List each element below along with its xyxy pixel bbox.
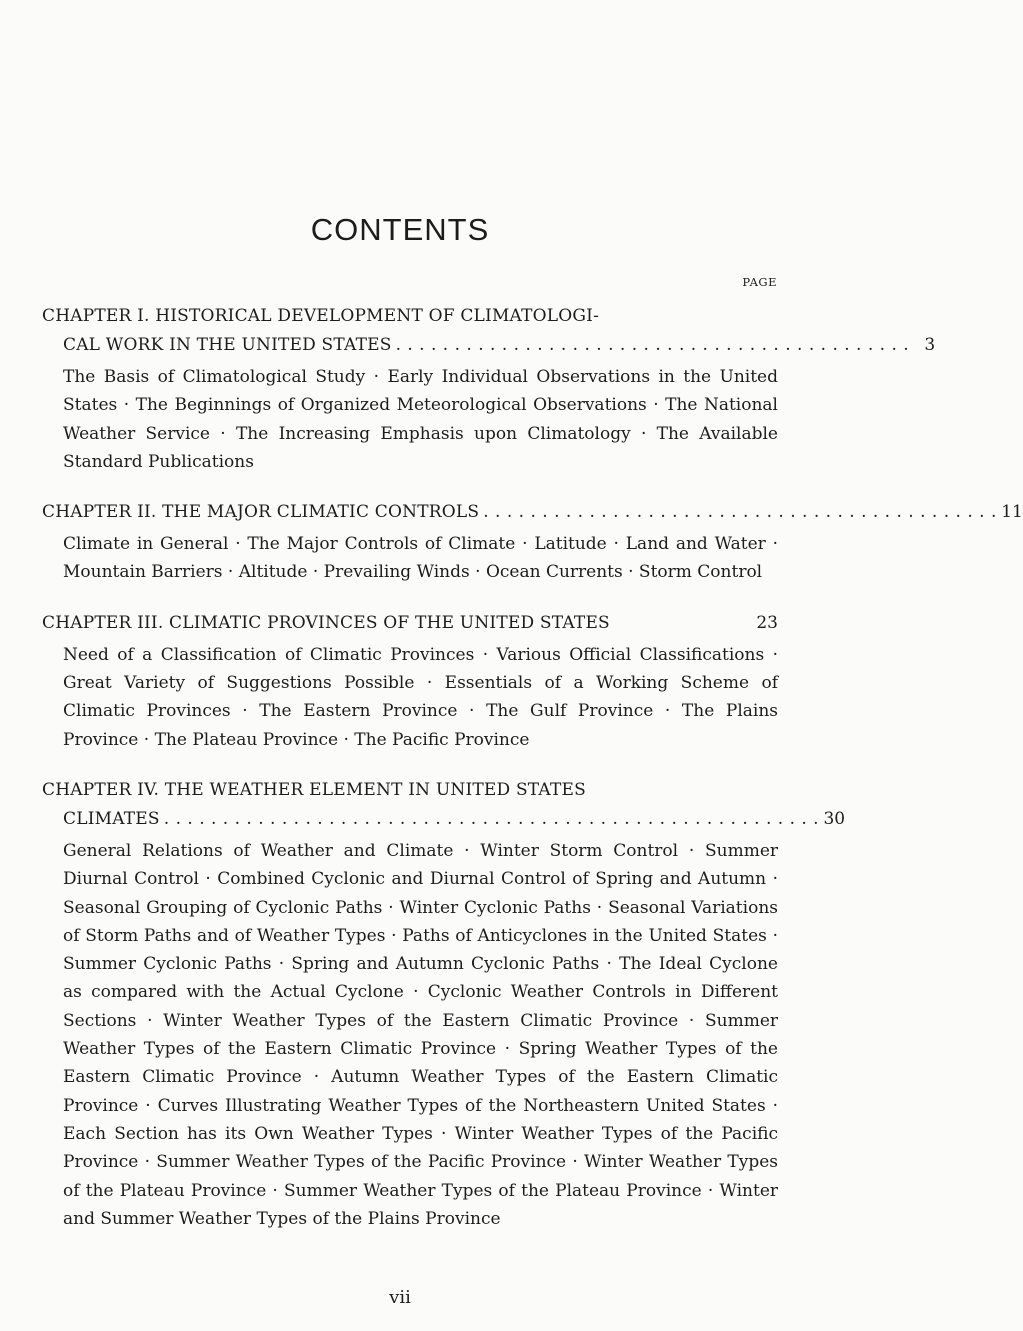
- chapter-3-summary: Need of a Classification of Climatic Provinces · Various Official Classifications · Great Variety of Suggestions Possible · Essentials of a Working Scheme of Climatic Provinces · The Eastern Province · The Gulf Province · The Plains Province · The Plateau Province · The Pacific Province: [63, 644, 778, 750]
- dot-leader: . . . . . . . . . . . . . . . . . . . . . . . . . . . . . . . . . . . . . . . . . . . .: [483, 502, 997, 523]
- chapter-3-entry: [42, 609, 778, 754]
- chapter-4-summary: General Relations of Weather and Climate · Winter Storm Control · Summer Diurnal Control · Combined Cyclonic and Diurnal Control of Spring and Autumn · Seasonal Grouping of Cyclonic Paths · Winter Cyclonic Paths · Seasonal Variations of Storm Paths and of Weather Types · Paths of Anticyclones in the United States · Summer Cyclonic Paths · Spring and Autumn Cyclonic Paths · The Ideal Cyclone as compared with the Actual Cyclone · Cyclonic Weather Controls in Different Sections · Winter Weather Types of the Eastern Climatic Province · Summer Weather Types of the Eastern Climatic Province · Spring Weather Types of the Eastern Climatic Province · Autumn Weather Types of the Eastern Climatic Province · Curves Illustrating Weather Types of the Northeastern United States · Each Section has its Own Weather Types · Winter Weather Types of the Pacific Province · Summer Weather Types of the Pacific Province · Winter Weather Types of the Plateau Province · Summer Weather Types of the Plateau Province · Winter and Summer Weather Types of the Plains Province: [63, 840, 778, 1229]
- chapter-1-page: 3: [924, 335, 936, 355]
- chapter-4-entry: [42, 776, 846, 1233]
- chapter-1-heading: [42, 302, 778, 331]
- chapter-2-summary: Climate in General · The Major Controls of Climate · Latitude · Land and Water · Mountain Barriers · Altitude · Prevailing Winds · Ocean Currents · Storm Control: [63, 534, 778, 583]
- chapter-4-title-line1: CHAPTER IV. THE WEATHER ELEMENT IN UNITED STATES: [42, 779, 586, 800]
- chapter-1-title-line1: CHAPTER I. HISTORICAL DEVELOPMENT OF CLIMATOLOGI-: [42, 306, 600, 326]
- dot-leader: . . . . . . . . . . . . . . . . . . . . . . . . . . . . . . . . . . . . . . . . . . . .: [395, 335, 910, 355]
- chapter-4-heading: [42, 776, 778, 805]
- page-column-label: PAGE: [742, 275, 777, 289]
- dot-leader: . . . . . . . . . . . . . . . . . . . . . . . . . . . . . . . . . . . . . . . . . . . . . . . . . . . . . . . .: [163, 808, 820, 829]
- chapter-3-page: 23: [756, 612, 778, 633]
- chapter-2-title: CHAPTER II. THE MAJOR CLIMATIC CONTROLS: [42, 502, 480, 523]
- chapter-2-entry: [42, 498, 1023, 587]
- chapter-3-heading: [42, 609, 778, 638]
- chapter-4-page: 30: [823, 808, 846, 829]
- chapter-2-heading: [42, 498, 1023, 527]
- chapter-3-title: CHAPTER III. CLIMATIC PROVINCES OF THE UNITED STATES: [42, 612, 610, 633]
- chapter-4-title-line2: CLIMATES: [63, 808, 160, 829]
- chapter-4-heading-cont: [42, 805, 846, 834]
- page-title: CONTENTS: [310, 212, 490, 247]
- chapter-1-heading-cont: [42, 331, 936, 360]
- chapter-1-title-line2: CAL WORK IN THE UNITED STATES: [63, 335, 392, 355]
- chapter-2-page: 11: [1001, 502, 1023, 523]
- page-number: vii: [389, 1287, 411, 1308]
- chapter-1-summary: The Basis of Climatological Study · Early Individual Observations in the United States · The Beginnings of Organized Meteorological Observations · The National Weather Service · The Increasing Emphasis upon Climatology · The Available Standard Publications: [63, 367, 778, 472]
- table-of-contents: [42, 302, 1023, 1255]
- chapter-1-entry: [42, 302, 936, 476]
